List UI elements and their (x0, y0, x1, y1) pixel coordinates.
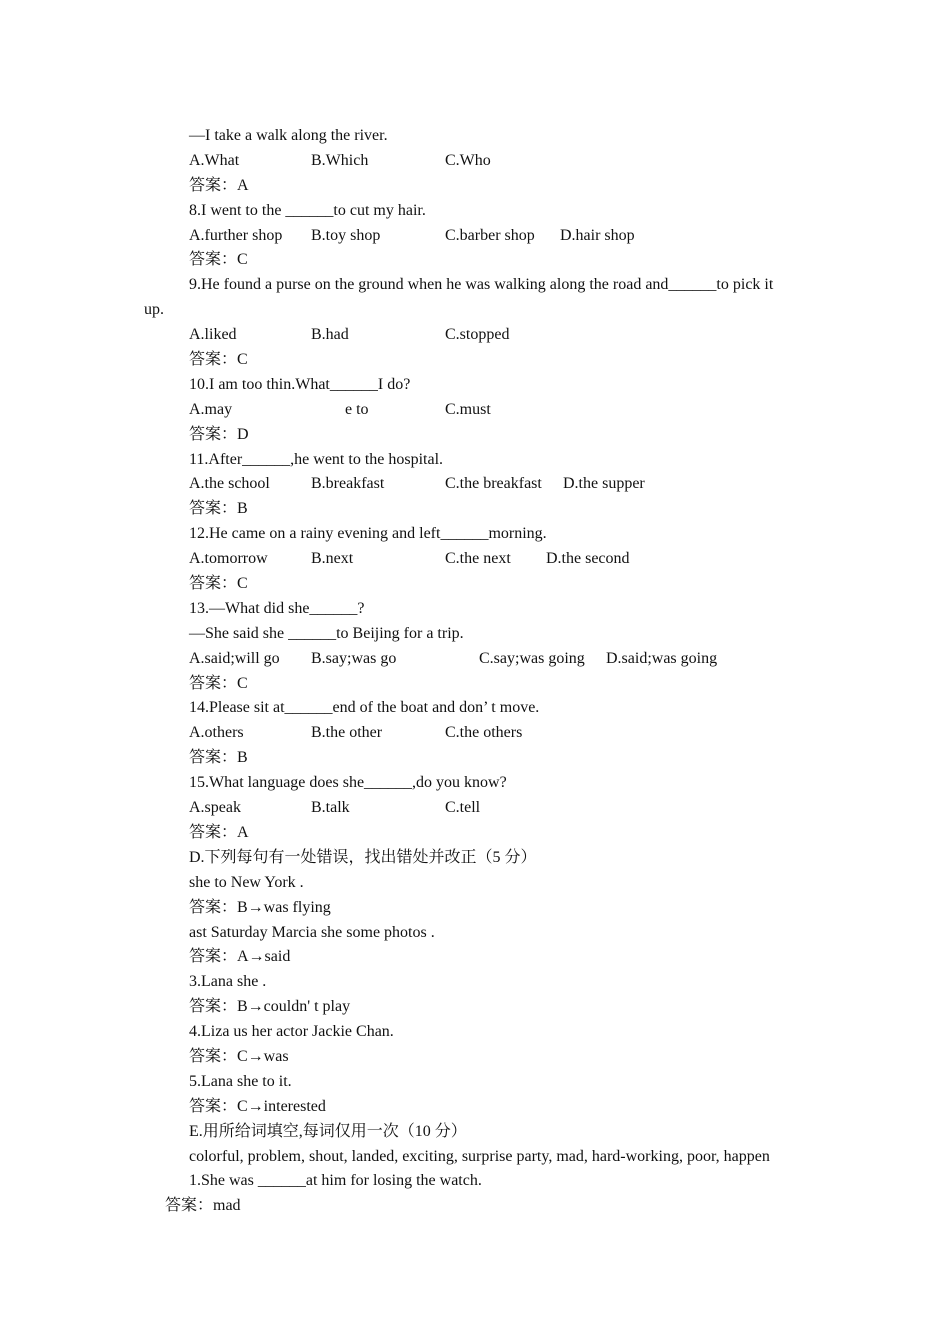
option-item: B.next (311, 550, 354, 568)
option-item: D.the second (546, 550, 630, 568)
option-item: A.speak (189, 799, 241, 817)
text-line: D.下列每句有一处错误，找出错处并改正（5 分） (189, 848, 537, 866)
text-line: 12.He came on a rainy evening and left______morning. (189, 525, 547, 543)
option-row (0, 472, 950, 497)
text-line: 14.Please sit at______end of the boat and don’ t move. (189, 699, 540, 717)
text-line: ast Saturday Marcia she some photos . (189, 923, 435, 941)
answer-line: 答案：B (189, 500, 248, 518)
option-item: A.others (189, 724, 244, 742)
option-item: B.toy shop (311, 226, 381, 244)
text-line: up. (144, 301, 164, 319)
text-line: 11.After______,he went to the hospital. (189, 450, 444, 468)
document-body (0, 124, 950, 1219)
answer-line: 答案：C (189, 251, 248, 269)
text-line: colorful, problem, shout, landed, exciting, surprise party, mad, hard-working, poor, happen (189, 1147, 770, 1165)
text-line: E.用所给词填空,每词仅用一次（10 分） (189, 1122, 467, 1140)
option-item: A.further shop (189, 226, 283, 244)
answer-line: 答案：B (189, 749, 248, 767)
option-item: C.Who (445, 151, 491, 169)
option-item: e to (345, 400, 369, 418)
option-row (0, 721, 950, 746)
text-line: 13.—What did she______? (189, 599, 365, 617)
option-item: D.said;was going (606, 649, 718, 667)
answer-line: 答案：C→was (189, 1047, 289, 1065)
answer-line: 答案：C (189, 575, 248, 593)
option-item: C.must (445, 400, 491, 418)
answer-line: 答案：C (189, 674, 248, 692)
option-item: A.tomorrow (189, 550, 268, 568)
text-line: 1.She was ______at him for losing the watch. (189, 1172, 482, 1190)
text-line: 5.Lana she to it. (189, 1072, 292, 1090)
answer-line: 答案：C (189, 351, 248, 369)
answer-line: 答案：D (189, 425, 249, 443)
option-item: C.stopped (445, 326, 510, 344)
option-row (0, 647, 950, 672)
text-line: —I take a walk along the river. (189, 127, 388, 144)
answer-line: 答案：A→said (189, 948, 291, 966)
option-item: A.may (189, 400, 233, 418)
option-row (0, 547, 950, 572)
text-line: —She said she ______to Beijing for a trip. (189, 624, 464, 642)
option-item: A.What (189, 151, 240, 169)
option-item: A.said;will go (189, 649, 280, 667)
option-item: C.the others (445, 724, 523, 742)
answer-line: 答案：C→interested (189, 1097, 326, 1115)
option-item: B.talk (311, 799, 350, 817)
option-item: B.the other (311, 724, 383, 742)
option-item: D.hair shop (560, 226, 635, 244)
option-item: B.breakfast (311, 475, 385, 493)
option-row (0, 323, 950, 348)
answer-line: 答案：A (189, 823, 249, 841)
text-line: 4.Liza us her actor Jackie Chan. (189, 1023, 394, 1041)
text-line: 10.I am too thin.What______I do? (189, 375, 411, 393)
option-item: B.had (311, 326, 349, 344)
option-row (0, 796, 950, 821)
text-line: 15.What language does she______,do you know? (189, 774, 507, 792)
text-line: she to New York . (189, 873, 304, 891)
option-item: C.the next (445, 550, 511, 568)
option-item: B.say;was go (311, 649, 397, 667)
option-item: C.barber shop (445, 226, 535, 244)
option-item: A.liked (189, 326, 237, 344)
answer-line: 答案：B→was flying (189, 898, 331, 916)
option-row (0, 149, 950, 174)
option-item: C.say;was going (479, 649, 585, 667)
option-item: B.Which (311, 151, 369, 169)
option-row (0, 224, 950, 249)
answer-line: 答案：A (189, 176, 249, 194)
option-item: C.the breakfast (445, 475, 542, 493)
option-item: C.tell (445, 799, 481, 817)
option-row (0, 398, 950, 423)
option-item: D.the supper (563, 475, 645, 493)
text-line: 3.Lana she . (189, 973, 267, 991)
text-line: 9.He found a purse on the ground when he was walking along the road and______to pick it (189, 276, 774, 294)
text-line: 8.I went to the ______to cut my hair. (189, 201, 426, 219)
answer-line: 答案：mad (165, 1197, 241, 1215)
option-item: A.the school (189, 475, 270, 493)
answer-line: 答案：B→couldn' t play (189, 998, 351, 1016)
